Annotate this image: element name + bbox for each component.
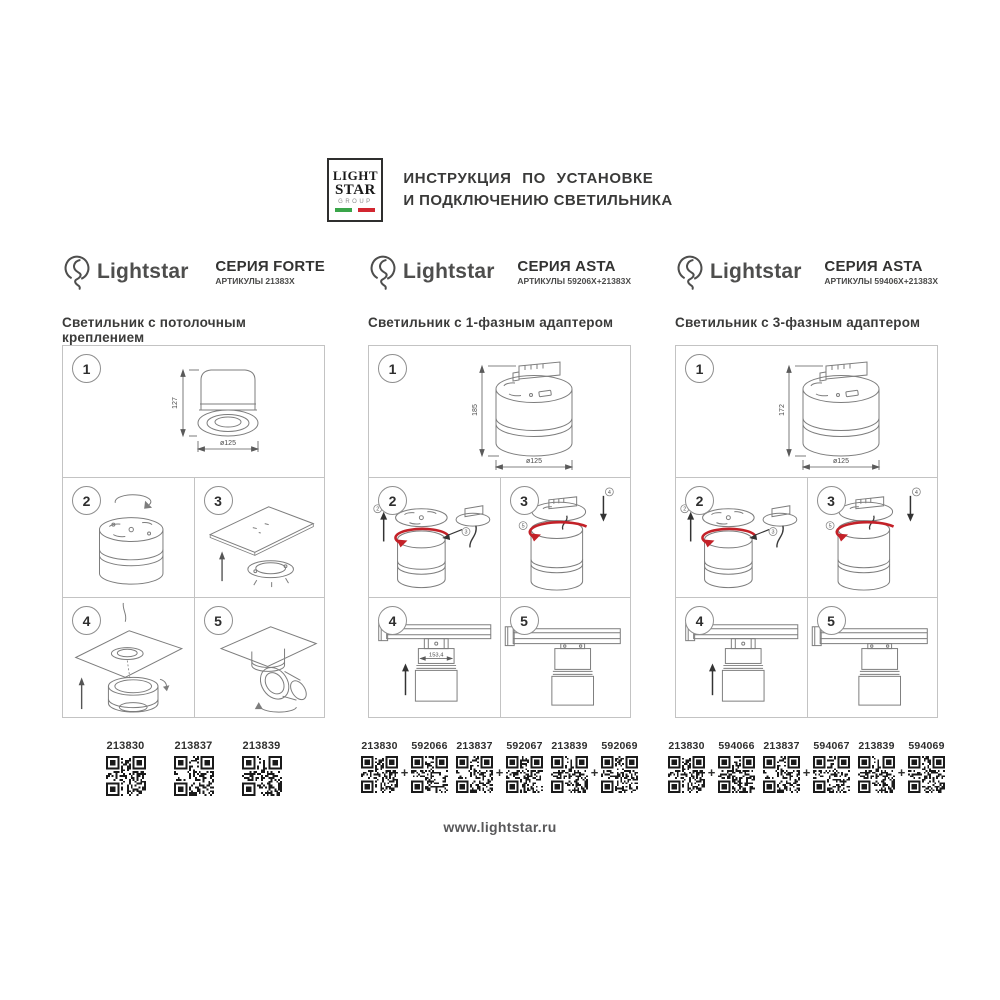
lightstar-bulb-icon <box>675 254 705 291</box>
qr-item <box>361 740 398 793</box>
step-panel-2 <box>63 477 194 597</box>
instruction-panels <box>368 345 631 718</box>
dimension-lines <box>787 366 879 470</box>
step-number-badge: 3 <box>204 486 233 515</box>
series-title: СЕРИЯ FORTE <box>215 258 325 275</box>
qr-item <box>411 740 448 793</box>
drawing-fixture-dimensions <box>63 346 324 477</box>
qr-item <box>908 740 945 793</box>
lightstar-wordmark: Lightstar <box>403 260 495 283</box>
step-panel-5 <box>194 597 325 717</box>
plus-sign: + <box>802 765 811 780</box>
qr-pair <box>361 740 448 793</box>
annotation-number: 3 <box>771 529 775 536</box>
step-panel-2 <box>676 477 807 597</box>
adapter-width-dimension: 153,4 <box>429 652 444 659</box>
qr-code <box>763 756 800 793</box>
page-title-line2: И ПОДКЛЮЧЕНИЮ СВЕТИЛЬНИКА <box>403 192 673 209</box>
attach-arrow <box>754 530 769 536</box>
column-subtitle: Светильник с потолочным креплением <box>62 315 247 345</box>
column-asta-1phase <box>361 245 638 793</box>
wire <box>470 526 476 548</box>
step-number-badge: 2 <box>72 486 101 515</box>
drawing-fixture-dimensions <box>369 346 630 477</box>
step-panel-5 <box>500 597 631 717</box>
qr-pair <box>858 740 945 793</box>
plus-sign: + <box>590 765 599 780</box>
step-panel-4 <box>369 597 500 717</box>
step-panel-3 <box>194 477 325 597</box>
step-panel-3 <box>807 477 938 597</box>
article-number: 213837 <box>763 740 800 752</box>
drawing-fixture-dimensions <box>676 346 937 477</box>
italian-flag-bar <box>335 208 375 212</box>
lightstar-group-logo <box>327 158 383 222</box>
lightstar-bulb-icon <box>62 254 92 291</box>
logo-text-group: GROUP <box>338 198 373 205</box>
article-number: 213830 <box>668 740 705 752</box>
brand-row <box>62 245 325 299</box>
series-block <box>824 258 938 286</box>
lightstar-wordmark: Lightstar <box>97 260 189 283</box>
step-panel-4 <box>676 597 807 717</box>
step-number-badge: 4 <box>685 606 714 635</box>
plus-sign: + <box>495 765 504 780</box>
dimension-lines <box>480 366 572 470</box>
qr-item <box>763 740 800 793</box>
height-dimension: 172 <box>779 404 786 416</box>
qr-item <box>858 740 895 793</box>
step-panel-5 <box>807 597 938 717</box>
plus-sign: + <box>897 765 906 780</box>
step-number-badge: 2 <box>685 486 714 515</box>
qr-pair <box>551 740 638 793</box>
articles-label: АРТИКУЛЫ 21383X <box>215 276 295 286</box>
article-number: 592069 <box>601 740 638 752</box>
column-subtitle: Светильник с 3-фазным адаптером <box>675 315 921 330</box>
qr-code <box>506 756 543 793</box>
lightstar-logo <box>675 254 802 291</box>
diameter-dimension: ø125 <box>220 440 236 447</box>
qr-code <box>718 756 755 793</box>
series-block <box>517 258 631 286</box>
qr-pair <box>763 740 850 793</box>
qr-code <box>858 756 895 793</box>
article-number: 213837 <box>456 740 493 752</box>
step-number-badge: 3 <box>510 486 539 515</box>
page-title <box>403 168 672 212</box>
qr-item <box>506 740 543 793</box>
height-dimension: 185 <box>472 404 479 416</box>
header <box>0 158 1000 222</box>
step-panel-2 <box>369 477 500 597</box>
articles-label: АРТИКУЛЫ 59406X+21383X <box>824 276 938 286</box>
lightstar-wordmark: Lightstar <box>710 260 802 283</box>
qr-code <box>242 756 282 796</box>
qr-item <box>551 740 588 793</box>
step-number-badge: 3 <box>817 486 846 515</box>
qr-item <box>106 740 146 796</box>
qr-item <box>668 740 705 793</box>
step-number-badge: 5 <box>204 606 233 635</box>
qr-row <box>667 740 946 793</box>
article-number: 213839 <box>858 740 895 752</box>
lightstar-logo <box>368 254 495 291</box>
articles-label: АРТИКУЛЫ 59206X+21383X <box>517 276 631 286</box>
qr-code <box>908 756 945 793</box>
article-number: 594067 <box>813 740 850 752</box>
annotation-number: 5 <box>521 523 525 530</box>
lightstar-bulb-icon <box>368 254 398 291</box>
article-number: 213839 <box>242 740 281 752</box>
logo-text-light: LIGHT <box>332 168 378 184</box>
step-number-badge: 5 <box>817 606 846 635</box>
page-title-line1: ИНСТРУКЦИЯ ПО УСТАНОВКЕ <box>403 170 654 188</box>
logo-text-star: STAR <box>334 181 376 198</box>
qr-item <box>601 740 638 793</box>
step-number-badge: 4 <box>378 606 407 635</box>
instruction-panels <box>675 345 938 718</box>
step-panel-1 <box>369 346 630 477</box>
qr-item <box>174 740 214 796</box>
qr-row <box>62 740 325 796</box>
qr-code <box>361 756 398 793</box>
step-number-badge: 1 <box>72 354 101 383</box>
website-url: www.lightstar.ru <box>443 819 557 835</box>
rotate-arrow <box>260 706 296 712</box>
annotation-number: 2 <box>376 506 380 513</box>
annotation-number: 4 <box>607 489 611 496</box>
series-title: СЕРИЯ ASTA <box>517 258 616 275</box>
step-number-badge: 5 <box>510 606 539 635</box>
step-number-badge: 1 <box>378 354 407 383</box>
annotation-number: 3 <box>464 529 468 536</box>
annotation-number: 5 <box>828 523 832 530</box>
instruction-panels <box>62 345 325 718</box>
qr-code <box>601 756 638 793</box>
article-number: 594069 <box>908 740 945 752</box>
qr-code <box>174 756 214 796</box>
qr-code <box>411 756 448 793</box>
qr-pair <box>456 740 543 793</box>
article-number: 594066 <box>718 740 755 752</box>
step-number-badge: 2 <box>378 486 407 515</box>
qr-code <box>668 756 705 793</box>
step-panel-3 <box>500 477 631 597</box>
step-panel-1 <box>63 346 324 477</box>
plus-sign: + <box>707 765 716 780</box>
article-number: 213839 <box>551 740 588 752</box>
qr-item <box>813 740 850 793</box>
qr-item <box>456 740 493 793</box>
qr-pair <box>668 740 755 793</box>
annotation-number: 4 <box>914 489 918 496</box>
plus-sign: + <box>400 765 409 780</box>
qr-item <box>242 740 282 796</box>
column-asta-3phase <box>668 245 945 793</box>
article-number: 213830 <box>361 740 398 752</box>
height-dimension: 127 <box>172 397 179 409</box>
brand-row <box>675 245 938 299</box>
step-panel-4 <box>63 597 194 717</box>
wire <box>777 526 783 548</box>
column-subtitle: Светильник с 1-фазным адаптером <box>368 315 614 330</box>
qr-code <box>551 756 588 793</box>
qr-item <box>718 740 755 793</box>
article-number: 592067 <box>506 740 543 752</box>
column-forte <box>62 245 325 796</box>
step-number-badge: 1 <box>685 354 714 383</box>
step-panel-1 <box>676 346 937 477</box>
lightstar-logo <box>62 254 189 291</box>
qr-row <box>360 740 639 793</box>
brand-row <box>368 245 631 299</box>
step-number-badge: 4 <box>72 606 101 635</box>
article-number: 213830 <box>106 740 145 752</box>
article-number: 592066 <box>411 740 448 752</box>
annotation-number: 2 <box>683 506 687 513</box>
attach-arrow <box>447 530 462 536</box>
diameter-dimension: ø125 <box>833 458 849 465</box>
series-title: СЕРИЯ ASTA <box>824 258 923 275</box>
series-block <box>215 258 325 286</box>
qr-code <box>813 756 850 793</box>
article-number: 213837 <box>174 740 213 752</box>
qr-code <box>456 756 493 793</box>
diameter-dimension: ø125 <box>526 458 542 465</box>
qr-code <box>106 756 146 796</box>
